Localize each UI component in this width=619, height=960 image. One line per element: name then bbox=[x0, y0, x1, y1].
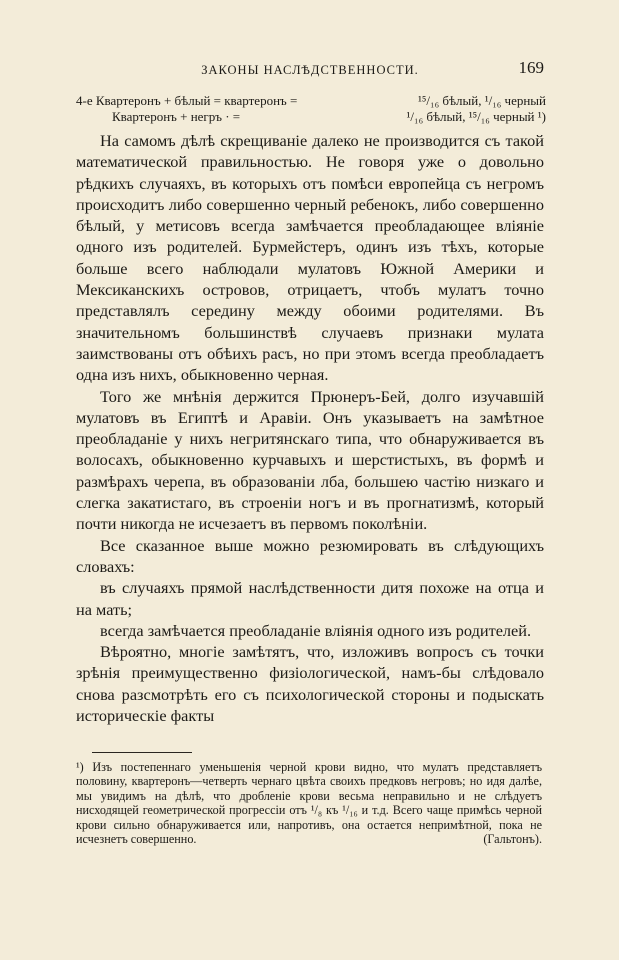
footnote-text: ¹) Изъ постепеннаго уменьшенія черной крови видно, что мулатъ представляетъ половину, квартеронъ—четверть чернаго цвѣта своихъ предковъ негровъ; но идя далѣе, мы увидимъ на дѣлѣ, что дробленіе крови весьма неправильно и не слѣдуетъ нисходящей геометрической прогрессіи отъ ¹/₈ къ ¹/₁₆ и т.д. Всего чаще примѣсь черной крови сильно обнаруживается или, напротивъ, она остается непримѣтной, пока не исчезнетъ совершенно. bbox=[76, 760, 542, 847]
formula-left: 4-е Квартеронъ + бѣлый = квартеронъ = bbox=[76, 93, 298, 108]
summary-point-2: всегда замѣчается преобладаніе вліянія одного изъ родителей. bbox=[100, 620, 532, 640]
running-header bbox=[76, 58, 544, 84]
paragraph: Вѣроятно, многіе замѣтятъ, что, изложивъ вопросъ съ точки зрѣнія преимущественно физіологической, намъ-бы слѣдовало снова разсмотрѣть его съ психологической стороны и подыскать историческіе факты bbox=[76, 642, 544, 726]
formula-left: Квартеронъ + негръ · = bbox=[112, 109, 241, 124]
paragraph: Того же мнѣнія держится Прюнеръ-Бей, долго изучавшій мулатовъ въ Египтѣ и Аравіи. Онъ указываетъ на замѣтное преобладаніе у нихъ негритянскаго типа, что обнаруживается въ волосахъ, обыкновенно курчавыхъ и шерстистыхъ, въ формѣ и размѣрахъ черепа, въ образованіи лба, большею частію низкаго и слегка закатистаго, въ строеніи ногъ и въ прогнатизмѣ, который почти никогда не исчезаетъ въ первомъ поколѣніи. bbox=[76, 386, 544, 534]
chapter-title: ЗАКОНЫ НАСЛѢДСТВЕННОСТИ. bbox=[201, 63, 419, 77]
formula-right: ¹/₁₆ бѣлый, ¹⁵/₁₆ черный ¹) bbox=[406, 109, 546, 124]
page-number: 169 bbox=[518, 58, 544, 77]
footnote bbox=[76, 760, 542, 846]
footnote-signature: (Гальтонъ). bbox=[483, 832, 542, 847]
paragraph: На самомъ дѣлѣ скрещиваніе далеко не производится съ такой математической правильностью. Не говоря уже о довольно рѣдкихъ случаяхъ, въ которыхъ отъ помѣси европейца съ негромъ происходитъ либо совершенно черный ребенокъ, либо совершенно бѣлый, у метисовъ всегда замѣчается преобладающее вліяніе одного изъ родителей. Бурмейстеръ, одинъ изъ тѣхъ, которые больше всего наблюдали мулатовъ Южной Америки и Мексиканскихъ островов, отрицаетъ, чтобъ мулатъ точно представлялъ середину между обоими родителями. Въ значительномъ большинствѣ случаевъ признаки мулата заимствованы отъ обѣихъ расъ, но при этомъ всегда преобладаетъ одна изъ нихъ, обыкновенно черная. bbox=[76, 131, 544, 385]
summary-point-1: въ случаяхъ прямой наслѣдственности дитя похоже на отца и на мать; bbox=[76, 578, 544, 619]
paragraph: Все сказанное выше можно резюмировать въ слѣдующихъ словахъ: bbox=[76, 535, 544, 576]
body-text bbox=[76, 130, 544, 726]
formula-right: ¹⁵/₁₆ бѣлый, ¹/₁₆ черный bbox=[418, 93, 546, 108]
footnote-divider bbox=[92, 752, 192, 753]
